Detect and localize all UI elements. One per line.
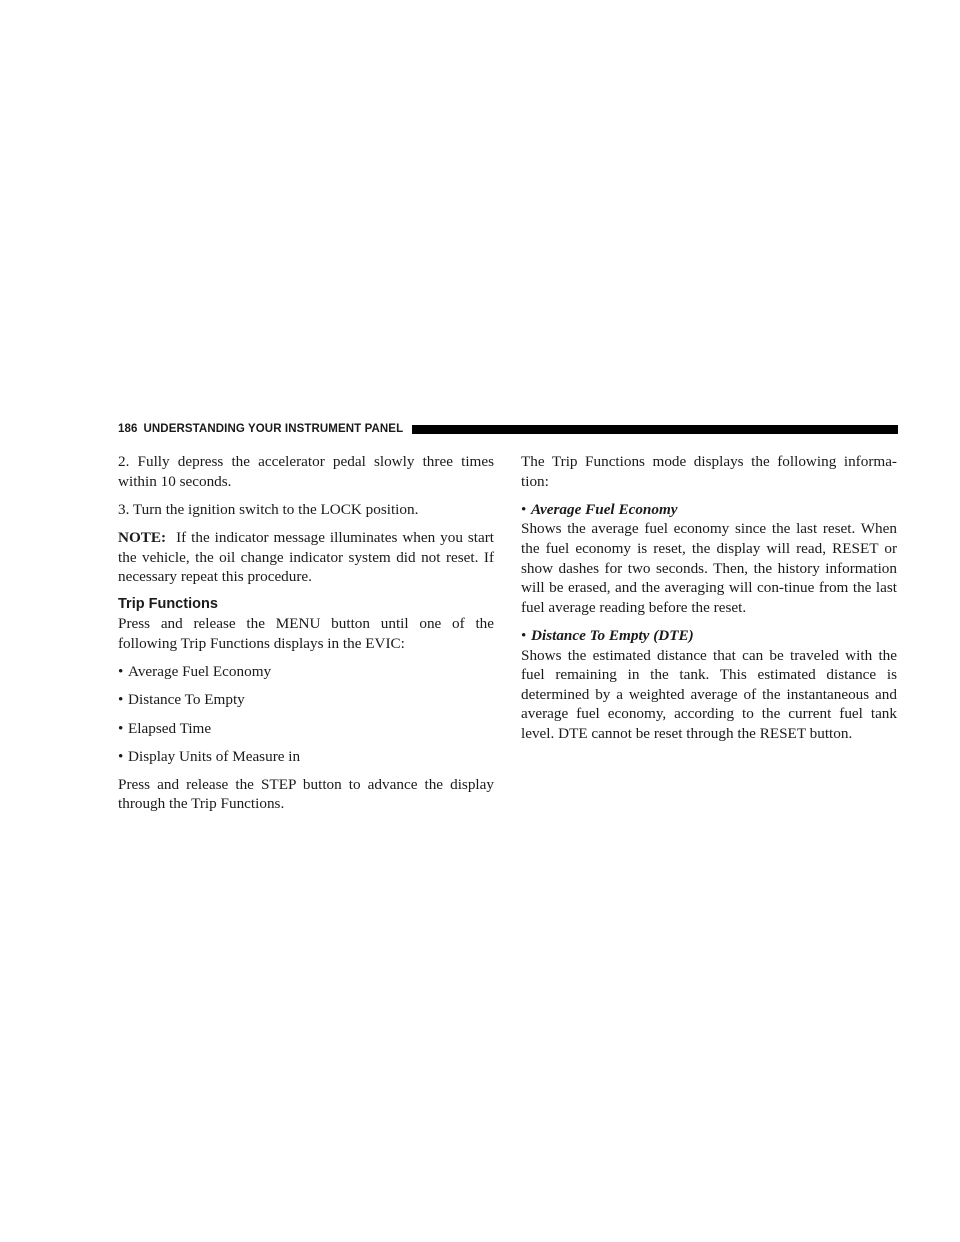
bullet-icon: • [521,500,527,518]
bullet-icon: • [118,691,124,709]
step-2: 2. Fully depress the accelerator pedal slowly three times within 10 seconds. [118,453,494,490]
section-heading: Trip Functions [118,596,218,613]
page-header [118,422,898,436]
item-title: Distance To Empty (DTE) [531,626,694,644]
step-3: 3. Turn the ignition switch to the LOCK position. [118,500,419,518]
item-description: Shows the average fuel economy since the last reset. When the fuel economy is reset, the display will read, RESET or show dashes for two seconds. Then, the history information will be erased, and the averaging will con-tinue from the last fuel average reading before the reset. [521,520,897,616]
bullet-icon: • [521,626,527,644]
bullet-icon: • [118,663,124,681]
list-item: • Average Fuel Economy [118,663,272,681]
left-column [118,452,494,823]
note-text: If the indicator message illuminates when you start the vehicle, the oil change indicator system did not reset. If necessary repeat this procedure. [118,528,494,586]
list-item [521,500,897,520]
bullet-icon: • [118,747,124,765]
right-column [521,452,897,752]
note [118,528,494,587]
section-title: UNDERSTANDING YOUR INSTRUMENT PANEL [143,423,404,435]
list-item: • Elapsed Time [118,719,212,737]
header-rule [412,425,898,434]
trip-functions-section [118,595,494,653]
list-item: • Display Units of Measure in [118,747,301,765]
page-number: 186 [118,423,138,435]
list-item: • Distance To Empty [118,691,245,709]
item-title: Average Fuel Economy [531,500,678,518]
list-item [521,626,897,646]
bullet-icon: • [118,719,124,737]
note-label: NOTE: [118,528,167,546]
closing-paragraph: Press and release the STEP button to advance the display through the Trip Functions. [118,775,494,813]
item-description: Shows the estimated distance that can be traveled with the fuel remaining in the tank. This estimated distance is determined by a weighted average of the instantaneous and average fuel economy, according to the current fuel tank level. DTE cannot be reset through the RESET button. [521,646,897,742]
modes-intro: The Trip Functions mode displays the following informa-tion: [521,453,897,490]
trip-intro: Press and release the MENU button until one of the following Trip Functions displays in the EVIC: [118,615,494,652]
